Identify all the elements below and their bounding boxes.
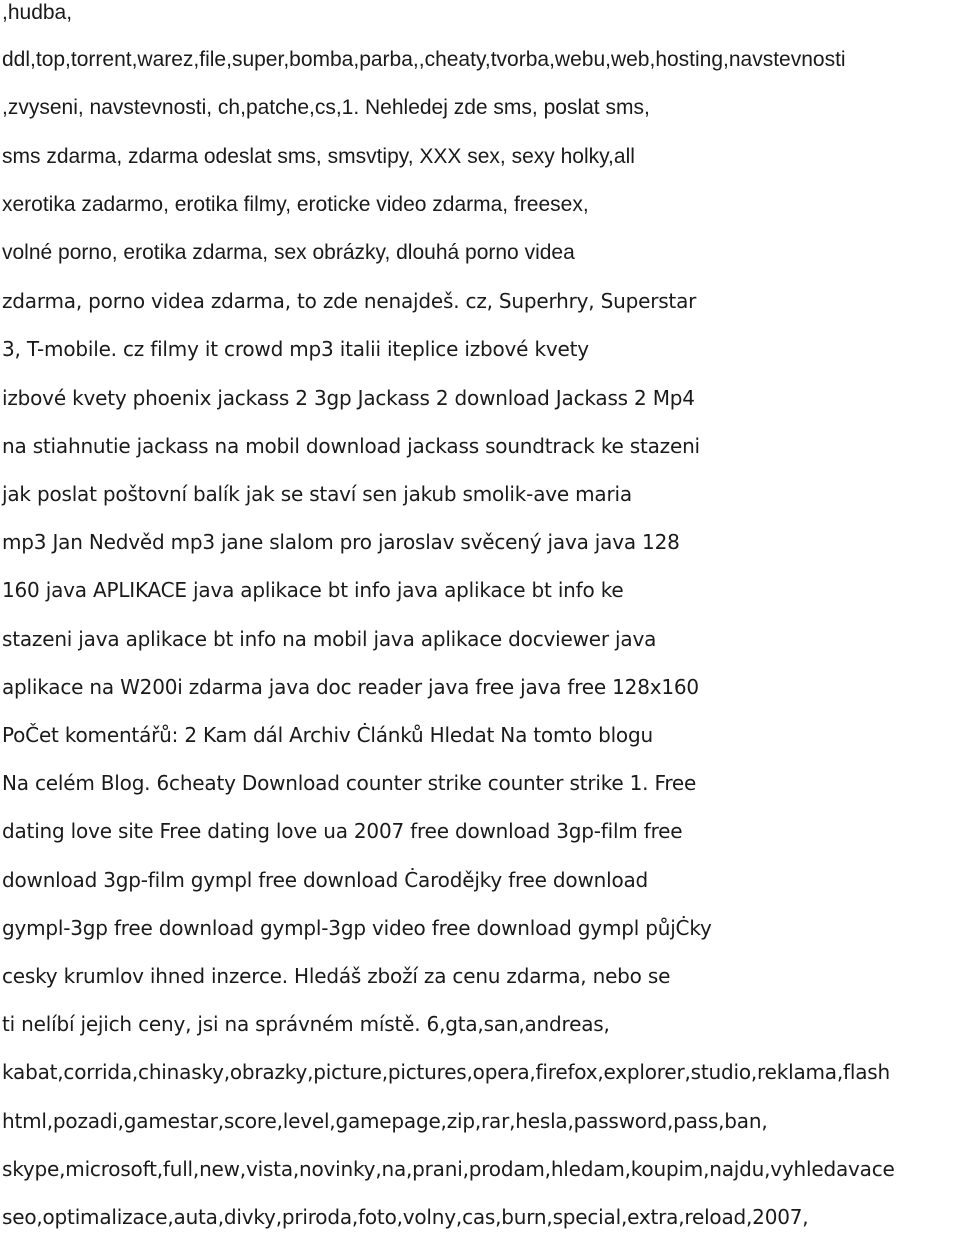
text-line-6: volné porno, erotika zdarma, sex obrázky, dlouhá porno videa [2,241,575,264]
text-line-14: stazeni java aplikace bt info na mobil java aplikace docviewer java [2,627,657,651]
text-line-19: download 3gp-film gympl free download Ċarodějky free download [2,868,649,892]
text-line-20: gympl-3gp free download gympl-3gp video free download gympl půjĊky [2,916,712,940]
text-line-12: mp3 Jan Nedvěd mp3 jane slalom pro jaroslav svěcený java java 128 [2,530,680,554]
text-line-8: 3, T-mobile. cz filmy it crowd mp3 italii iteplice izbové kvety [2,337,589,361]
text-line-18: dating love site Free dating love ua 2007 free download 3gp-film free [2,819,683,843]
text-line-25: skype,microsoft,full,new,vista,novinky,na,prani,prodam,hledam,koupim,najdu,vyhledavace [2,1157,895,1181]
text-line-17: Na celém Blog. 6cheaty Download counter strike counter strike 1. Free [2,771,697,795]
text-line-23: kabat,corrida,chinasky,obrazky,picture,pictures,opera,firefox,explorer,studio,reklama,flash [2,1060,890,1084]
text-line-7: zdarma, porno videa zdarma, to zde nenajdeš. cz, Superhry, Superstar [2,289,697,313]
text-line-26: seo,optimalizace,auta,divky,priroda,foto,volny,cas,burn,special,extra,reload,2007, [2,1205,809,1229]
text-line-9: izbové kvety phoenix jackass 2 3gp Jackass 2 download Jackass 2 Mp4 [2,386,695,410]
text-line-15: aplikace na W200i zdarma java doc reader java free java free 128x160 [2,675,699,699]
text-line-22: ti nelíbí jejich ceny, jsi na správném místě. 6,gta,san,andreas, [2,1012,610,1036]
text-line-5: xerotika zadarmo, erotika filmy, eroticke video zdarma, freesex, [2,193,589,216]
text-line-13: 160 java APLIKACE java aplikace bt info java aplikace bt info ke [2,578,624,602]
text-line-24: html,pozadi,gamestar,score,level,gamepage,zip,rar,hesla,password,pass,ban, [2,1109,768,1133]
text-line-21: cesky krumlov ihned inzerce. Hledáš zboží za cenu zdarma, nebo se [2,964,671,988]
text-line-16: PoČet komentářů: 2 Kam dál Archiv Ċlánků Hledat Na tomto blogu [2,723,653,747]
text-line-10: na stiahnutie jackass na mobil download jackass soundtrack ke stazeni [2,434,700,458]
text-line-11: jak poslat poštovní balík jak se staví sen jakub smolik-ave maria [2,482,632,506]
text-line-3: ,zvyseni, navstevnosti, ch,patche,cs,1. Nehledej zde sms, poslat sms, [2,96,650,119]
text-line-4: sms zdarma, zdarma odeslat sms, smsvtipy, XXX sex, sexy holky,all [2,145,635,168]
text-line-1: ,hudba, [2,1,73,24]
text-line-2: ddl,top,torrent,warez,file,super,bomba,parba,,cheaty,tvorba,webu,web,hosting,navstevnosti [2,48,846,71]
